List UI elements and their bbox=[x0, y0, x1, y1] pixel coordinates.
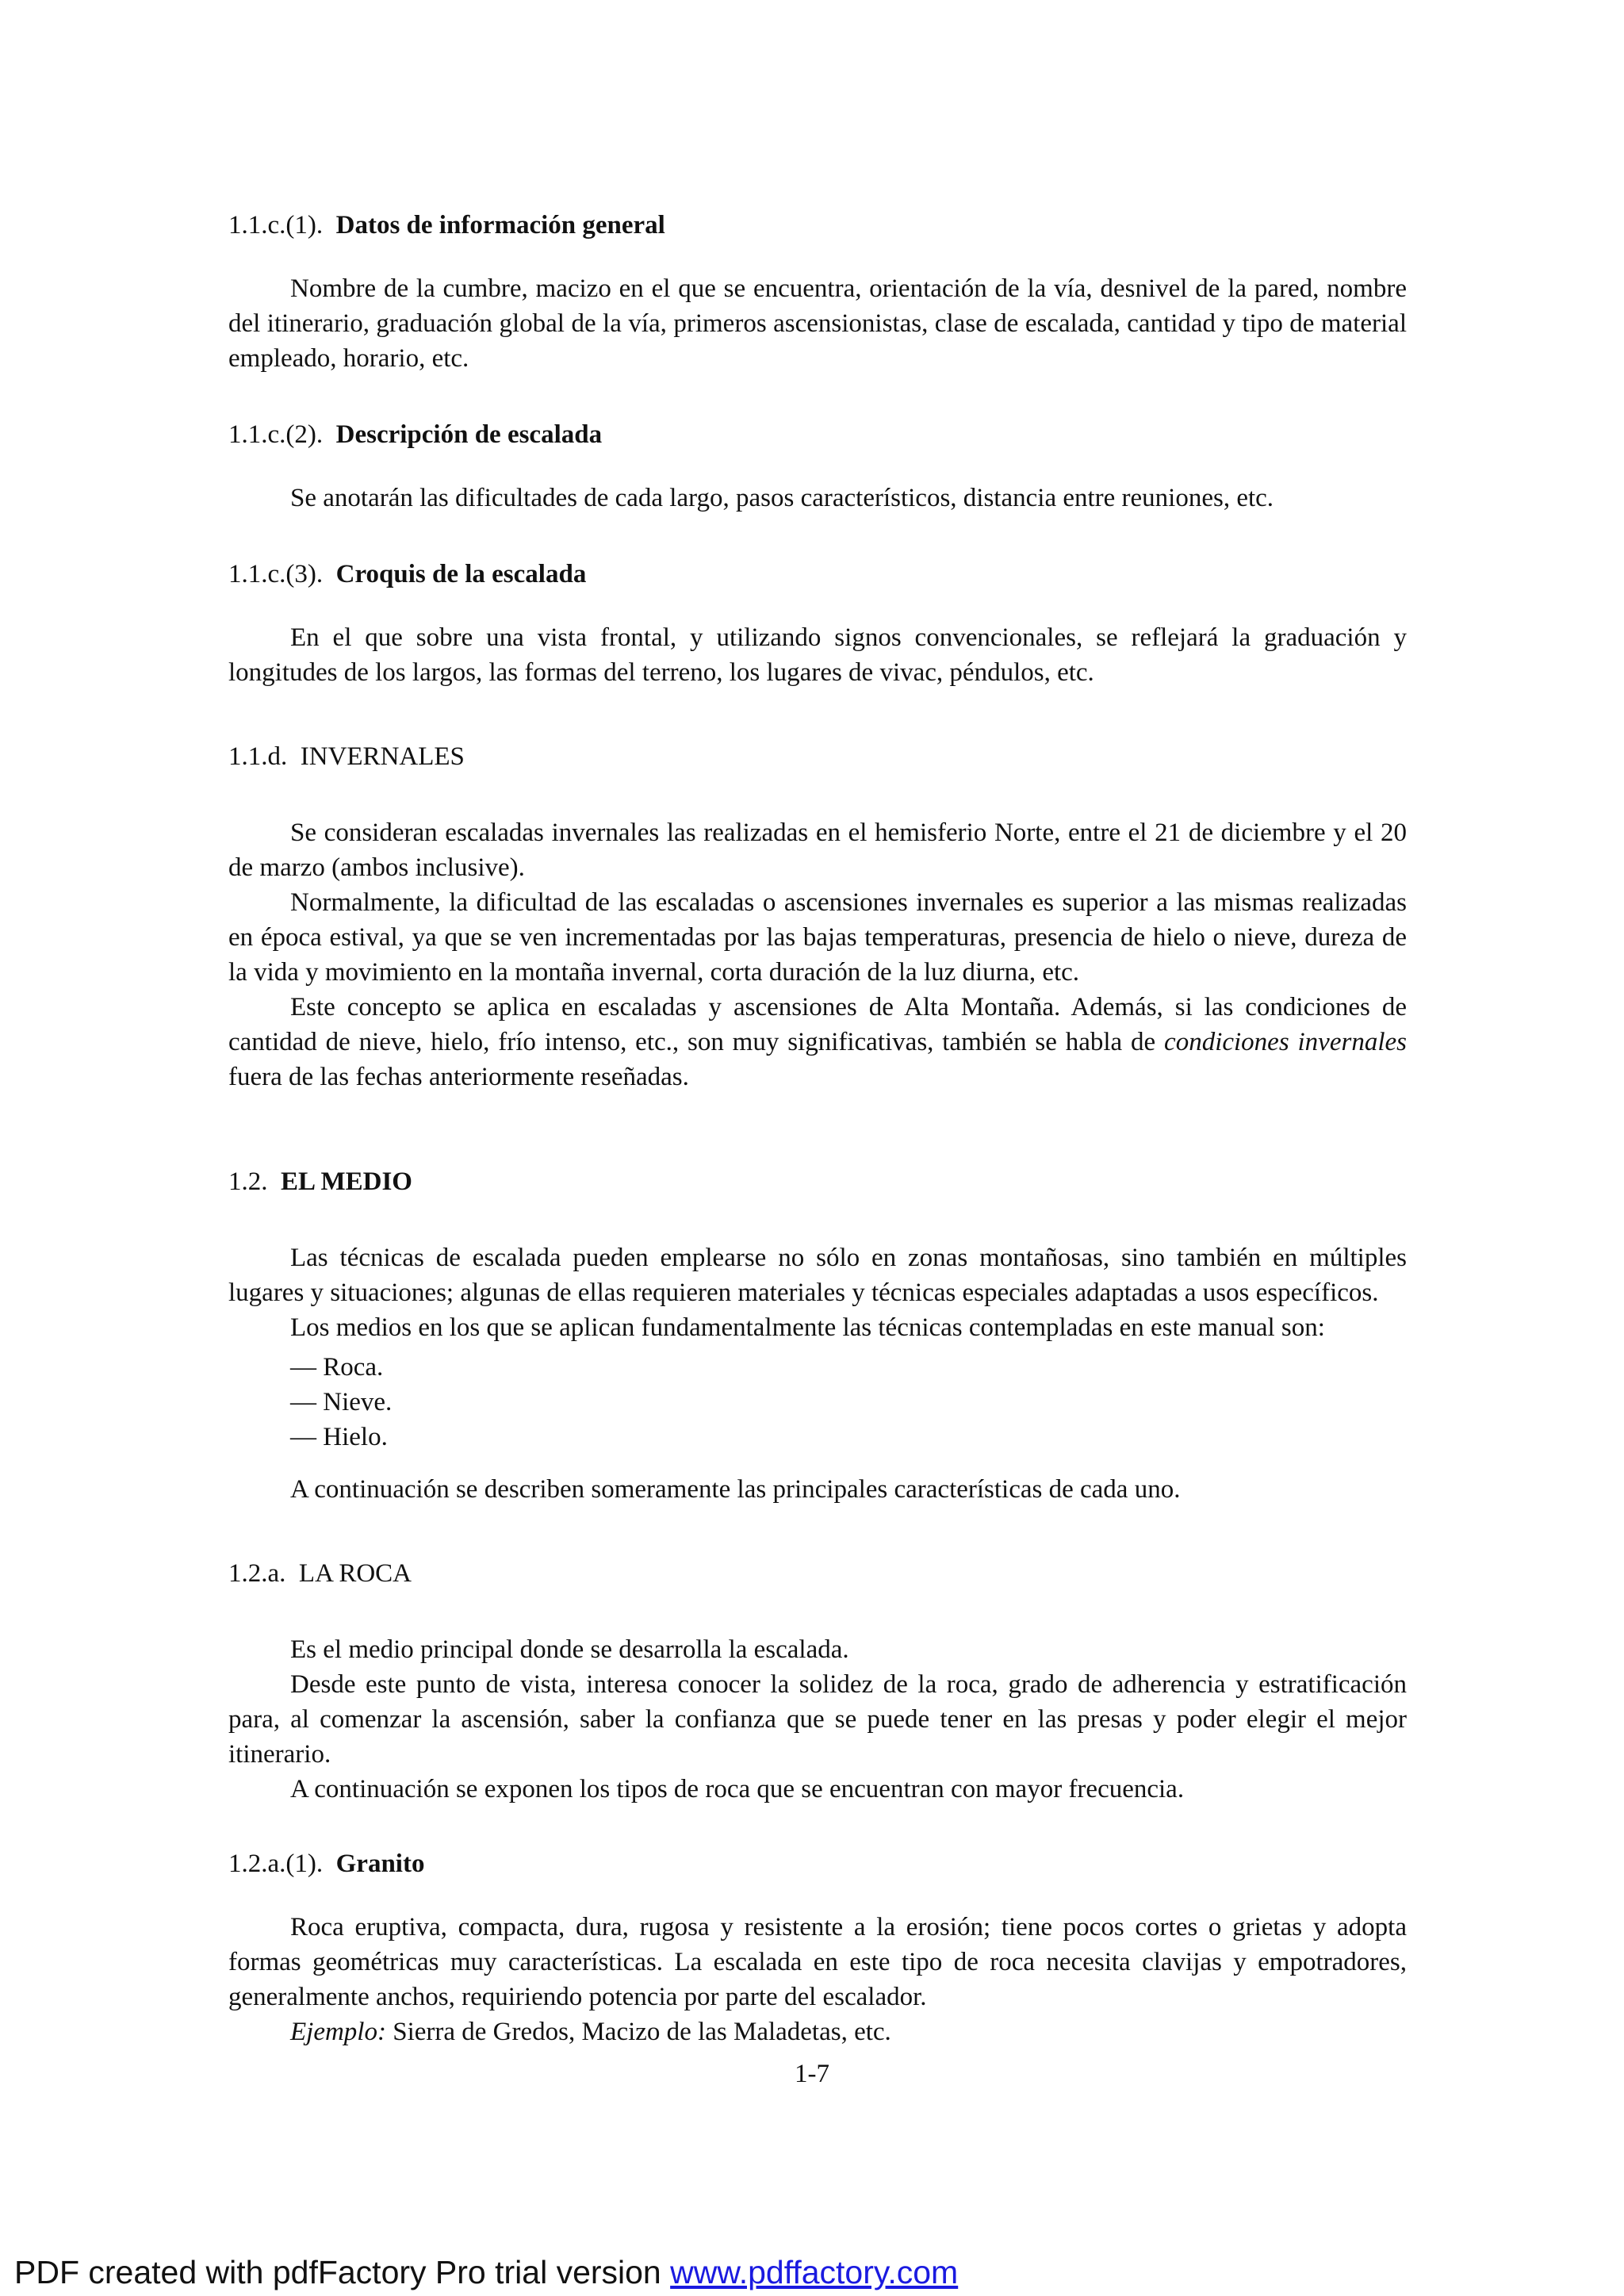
pdf-footer bbox=[14, 2254, 958, 2291]
paragraph: Roca eruptiva, compacta, dura, rugosa y resistente a la erosión; tiene pocos cortes o grietas y adopta formas geométricas muy características. La escalada en este tipo de roca necesita clavijas y empotradores, generalmente anchos, requiriendo potencia por parte del escalador. bbox=[228, 1913, 1407, 2011]
paragraph: Normalmente, la dificultad de las escaladas o ascensiones invernales es superior a las mismas realizadas en época estival, ya que se ven incrementadas por las bajas temperaturas, presencia de hielo o nieve, dureza de la vida y movimiento en la montaña invernal, corta duración de la luz diurna, etc. bbox=[228, 888, 1407, 987]
footer-text: PDF created with pdfFactory Pro trial version bbox=[14, 2254, 671, 2290]
list-item: — Hielo. bbox=[290, 1423, 388, 1451]
paragraph: Se anotarán las dificultades de cada largo, pasos característicos, distancia entre reuniones, etc. bbox=[290, 484, 1274, 512]
paragraph: A continuación se exponen los tipos de roca que se encuentran con mayor frecuencia. bbox=[290, 1775, 1185, 1803]
list-item: — Roca. bbox=[290, 1353, 384, 1382]
heading-1-2: 1.2. EL MEDIO bbox=[228, 1167, 412, 1196]
list-item: — Nieve. bbox=[290, 1388, 393, 1416]
media-list bbox=[228, 1350, 1407, 1455]
paragraph: A continuación se describen someramente las principales características de cada uno. bbox=[290, 1475, 1181, 1504]
heading-1-2-a: 1.2.a. LA ROCA bbox=[228, 1559, 412, 1588]
paragraph: Desde este punto de vista, interesa conocer la solidez de la roca, grado de adherencia y estratificación para, al comenzar la ascensión, saber la confianza que se puede tener en las presas y poder elegir el mejor itinerario. bbox=[228, 1670, 1407, 1769]
paragraph: Ejemplo: Sierra de Gredos, Macizo de las Maladetas, etc. bbox=[290, 2018, 891, 2046]
heading-1-2-a-1: 1.2.a.(1). Granito bbox=[228, 1849, 425, 1878]
paragraph: Los medios en los que se aplican fundamentalmente las técnicas contempladas en este manual son: bbox=[290, 1313, 1325, 1342]
heading-1-1-c-1: 1.1.c.(1). Datos de información general bbox=[228, 211, 665, 240]
paragraph: Nombre de la cumbre, macizo en el que se encuentra, orientación de la vía, desnivel de la pared, nombre del itinerario, graduación global de la vía, primeros ascensionistas, clase de escalada, cantidad y tipo de material empleado, horario, etc. bbox=[228, 274, 1407, 373]
heading-1-1-d: 1.1.d. INVERNALES bbox=[228, 742, 465, 771]
paragraph: En el que sobre una vista frontal, y utilizando signos convencionales, se reflejará la graduación y longitudes de los largos, las formas del terreno, los lugares de vivac, péndulos, etc. bbox=[228, 623, 1407, 687]
paragraph: Este concepto se aplica en escaladas y ascensiones de Alta Montaña. Además, si las condiciones de cantidad de nieve, hielo, frío intenso, etc., son muy significativas, también se habla de condiciones invernales fuera de las fechas anteriormente reseñadas. bbox=[228, 993, 1407, 1091]
heading-1-1-c-3: 1.1.c.(3). Croquis de la escalada bbox=[228, 560, 587, 588]
paragraph: Se consideran escaladas invernales las realizadas en el hemisferio Norte, entre el 21 de diciembre y el 20 de marzo (ambos inclusive). bbox=[228, 818, 1407, 882]
paragraph: Las técnicas de escalada pueden emplearse no sólo en zonas montañosas, sino también en múltiples lugares y situaciones; algunas de ellas requieren materiales y técnicas especiales adaptadas a usos específicos. bbox=[228, 1244, 1407, 1307]
paragraph: Es el medio principal donde se desarrolla la escalada. bbox=[290, 1635, 849, 1664]
heading-1-1-c-2: 1.1.c.(2). Descripción de escalada bbox=[228, 420, 603, 449]
page-number: 1-7 bbox=[795, 2060, 829, 2088]
document-page bbox=[228, 208, 1407, 2049]
footer-link[interactable]: www.pdffactory.com bbox=[670, 2254, 959, 2290]
